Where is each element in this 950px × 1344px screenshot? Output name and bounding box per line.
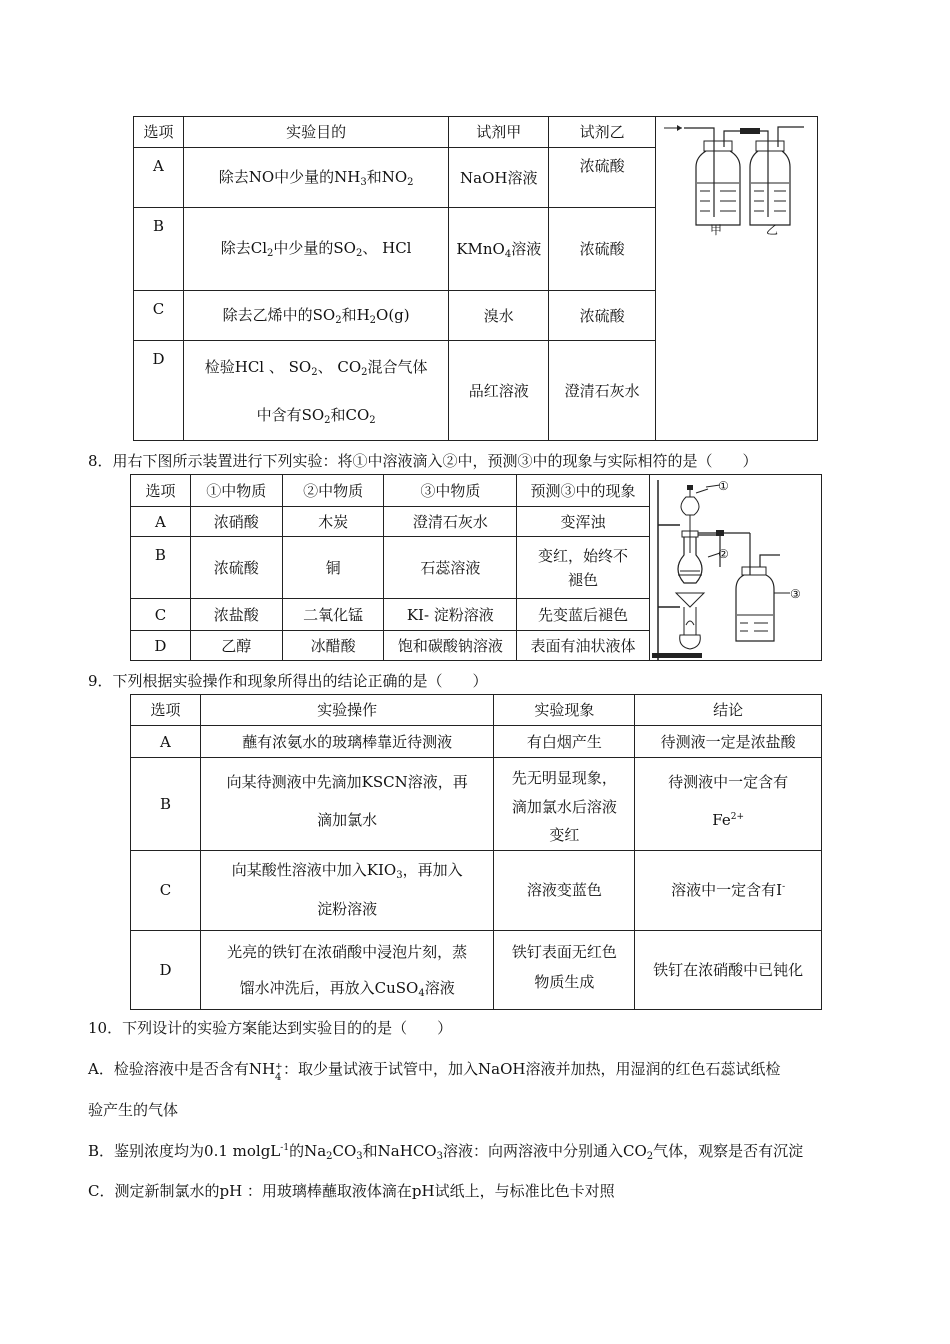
q8-d-1: 乙醇 [190, 631, 282, 661]
reagent-b-c: 浓硫酸 [549, 291, 656, 341]
q9-header-option: 选项 [131, 695, 201, 726]
q8-b-3: 石蕊溶液 [384, 537, 517, 599]
q9-con-b: 待测液中一定含有 $Fe^{2+}$ [635, 758, 822, 851]
q8-c-3: KI- 淀粉溶液 [384, 599, 517, 631]
q8-a-2: 木炭 [282, 507, 384, 537]
q9-con-d: 铁钉在浓硝酸中已钝化 [635, 930, 822, 1009]
q9-header-conclusion: 结论 [635, 695, 822, 726]
reagent-b-a: 浓硫酸 [549, 148, 656, 208]
q9-option-d: D [131, 930, 201, 1009]
figure-label-yi: 乙 [765, 223, 778, 237]
table-q9 [130, 694, 822, 1010]
q8-option-c: C [131, 599, 191, 631]
apparatus-figure-cell [655, 117, 817, 441]
reagent-a-c: 溴水 [449, 291, 549, 341]
q9-ph-d: 铁钉表面无红色 物质生成 [494, 930, 635, 1009]
q8-header-option: 选项 [131, 475, 191, 507]
header-purpose: 实验目的 [183, 117, 448, 148]
q8-c-1: 浓盐酸 [190, 599, 282, 631]
header-reagent-a: 试剂甲 [449, 117, 549, 148]
q8-c-4: 先变蓝后褪色 [517, 599, 650, 631]
figure-label-2: ② [717, 547, 729, 561]
q8-header-2: ②中物质 [282, 475, 384, 507]
option-b: B [134, 208, 184, 291]
q8-apparatus-cell [649, 475, 821, 661]
question-8-stem: 8．用右下图所示装置进行下列实验：将①中溶液滴入②中，预测③中的现象与实际相符的是（ ） [88, 452, 758, 470]
q8-option-a: A [131, 507, 191, 537]
q8-b-2: 铜 [282, 537, 384, 599]
q8-a-3: 澄清石灰水 [384, 507, 517, 537]
q9-op-a: 蘸有浓氨水的玻璃棒靠近待测液 [200, 726, 494, 758]
purpose-d: 检验HCl 、 $SO_2$、 $CO_2$混合气体 中含有$SO_2$和$CO_2$ [183, 341, 448, 441]
figure-label-1: ① [717, 479, 729, 493]
q9-con-c: 溶液中一定含有I- [635, 850, 822, 930]
q10-option-b: B．鉴别浓度均为0.1 molgL$^{-1}$的$Na_2CO_3$和NaHCO$_3$溶液：向两溶液中分别通入$CO_2$气体，观察是否有沉淀 [88, 1142, 804, 1162]
option-a: A [134, 148, 184, 208]
q8-header-1: ①中物质 [190, 475, 282, 507]
purpose-c: 除去乙烯中的$SO_2$和$H_2O(g)$ [183, 291, 448, 341]
q9-ph-c: 溶液变蓝色 [494, 850, 635, 930]
q9-op-c: 向某酸性溶液中加入$KIO_3$，再加入 淀粉溶液 [200, 850, 494, 930]
q9-op-d: 光亮的铁钉在浓硝酸中浸泡片刻，蒸 馏水冲洗后，再放入CuSO$_4$溶液 [200, 930, 494, 1009]
q8-c-2: 二氧化锰 [282, 599, 384, 631]
q8-d-3: 饱和碳酸钠溶液 [384, 631, 517, 661]
q8-option-d: D [131, 631, 191, 661]
q9-con-a: 待测液一定是浓盐酸 [635, 726, 822, 758]
reagent-b-b: 浓硫酸 [549, 208, 656, 291]
figure-label-jia: 甲 [709, 223, 722, 237]
gas-washing-bottles-figure [656, 117, 816, 237]
distillation-apparatus-figure [650, 475, 820, 660]
q8-header-4: 预测③中的现象 [517, 475, 650, 507]
table-q7 [133, 116, 818, 441]
q9-option-b: B [131, 758, 201, 851]
q8-d-2: 冰醋酸 [282, 631, 384, 661]
reagent-b-d: 澄清石灰水 [549, 341, 656, 441]
q8-a-4: 变浑浊 [517, 507, 650, 537]
q10-option-a-line2: 验产生的气体 [88, 1101, 179, 1119]
option-c: C [134, 291, 184, 341]
q10-option-a-line1: A．检验溶液中是否含有NH + 4 ：取少量试液于试管中，加入NaOH溶液并加热，用湿润的红色石蕊试纸检 [88, 1060, 781, 1083]
q8-a-1: 浓硝酸 [190, 507, 282, 537]
q9-op-b: 向某待测液中先滴加KSCN溶液，再 滴加氯水 [200, 758, 494, 851]
q9-option-c: C [131, 850, 201, 930]
reagent-a-d: 品红溶液 [449, 341, 549, 441]
reagent-a-b: KMnO$_4$溶液 [449, 208, 549, 291]
reagent-a-a: NaOH溶液 [449, 148, 549, 208]
question-9-stem: 9．下列根据实验操作和现象所得出的结论正确的是（ ） [88, 672, 488, 690]
q8-option-b: B [131, 537, 191, 599]
q9-header-operation: 实验操作 [200, 695, 494, 726]
q8-b-4: 变红，始终不褪色 [517, 537, 650, 599]
q10-option-c: C．测定新制氯水的pH ：用玻璃棒蘸取液体滴在pH试纸上，与标准比色卡对照 [88, 1182, 615, 1200]
table-q8 [130, 474, 822, 661]
q9-ph-b: 先无明显现象， 滴加氯水后溶液 变红 [494, 758, 635, 851]
q9-option-a: A [131, 726, 201, 758]
q8-b-1: 浓硫酸 [190, 537, 282, 599]
header-option: 选项 [134, 117, 184, 148]
q8-header-3: ③中物质 [384, 475, 517, 507]
q8-d-4: 表面有油状液体 [517, 631, 650, 661]
q9-header-phenomenon: 实验现象 [494, 695, 635, 726]
option-d: D [134, 341, 184, 441]
header-reagent-b: 试剂乙 [549, 117, 656, 148]
purpose-b: 除去$Cl_2$中少量的$SO_2$、 HCl [183, 208, 448, 291]
figure-label-3: ③ [789, 587, 801, 601]
purpose-a: 除去NO中少量的$NH_3$和$NO_2$ [183, 148, 448, 208]
q9-ph-a: 有白烟产生 [494, 726, 635, 758]
question-10-stem: 10．下列设计的实验方案能达到实验目的的是（ ） [88, 1019, 453, 1037]
